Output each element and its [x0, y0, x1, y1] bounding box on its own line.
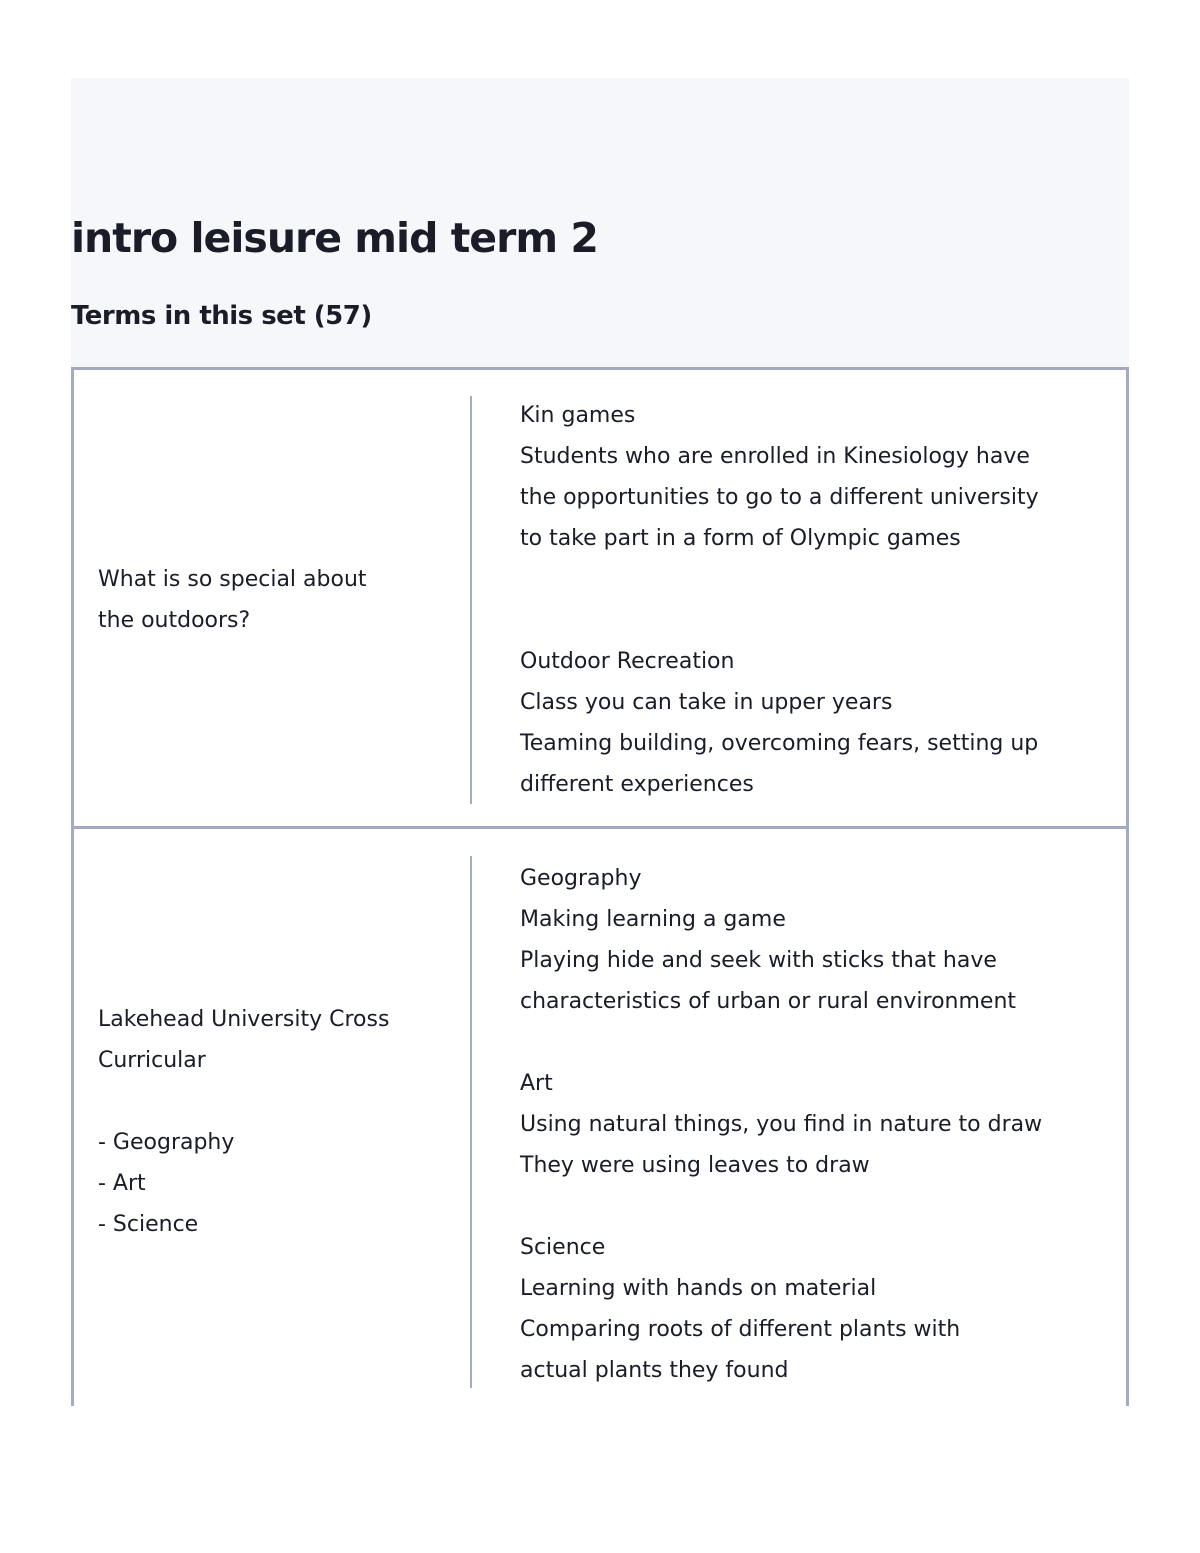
set-title: intro leisure mid term 2 — [71, 214, 598, 262]
card-definition: Geography Making learning a game Playing hide and seek with sticks that have characteristics of urban or rural environment Art Using natural things, you find in nature to draw They were using leaves to draw Science Learning with hands on material Comparing roots of different plants with actual plants they found — [520, 866, 1043, 1383]
card-definition: Kin games Students who are enrolled in Kinesiology have the opportunities to go to a different university to take part in a form of Olympic games Outdoor Recreation Class you can take in upper years Teaming building, overcoming fears, setting up different experiences — [520, 403, 1039, 797]
card-divider — [470, 856, 472, 1388]
card-divider — [470, 396, 472, 804]
card-term: Lakehead University Cross Curricular - Geography - Art - Science — [98, 1007, 390, 1237]
terms-count-heading: Terms in this set (57) — [71, 301, 372, 331]
term-card — [71, 367, 1129, 831]
card-term: What is so special about the outdoors? — [98, 567, 367, 633]
term-card — [71, 826, 1129, 1426]
page-bottom-margin — [0, 1406, 1200, 1553]
